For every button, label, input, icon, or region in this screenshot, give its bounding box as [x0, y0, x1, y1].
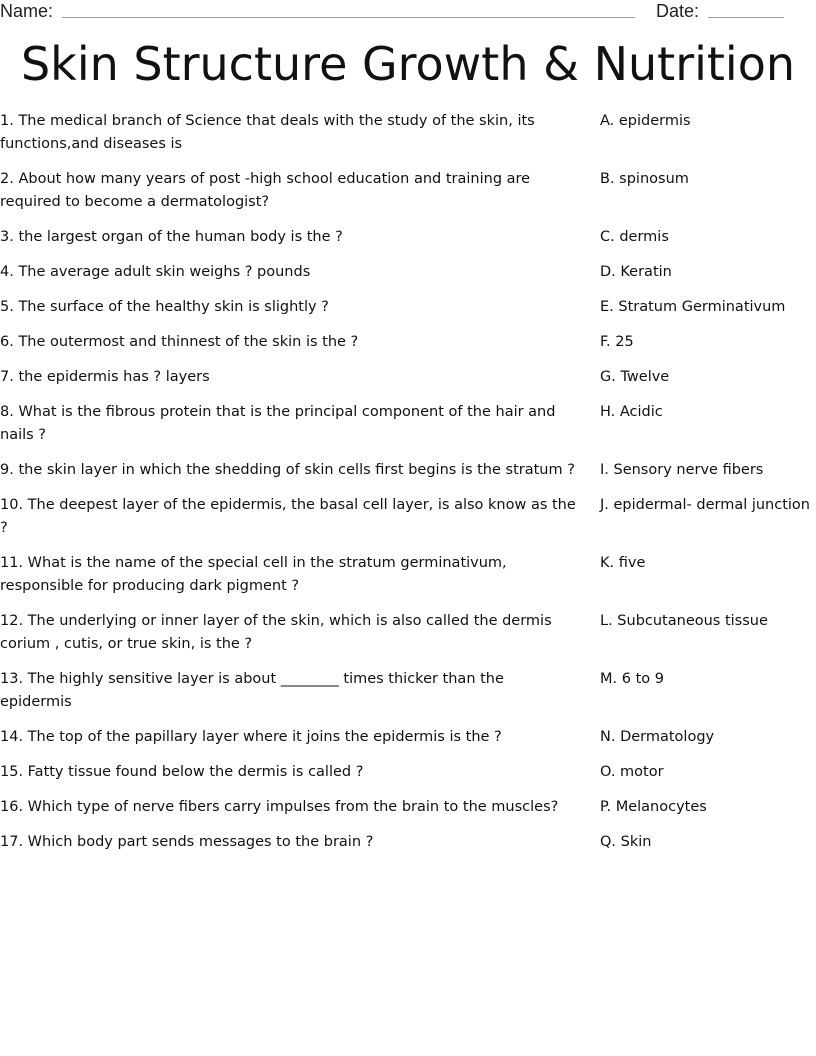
question-list [0, 110, 816, 866]
question-row [0, 726, 816, 749]
answer-option: H. Acidic [600, 404, 663, 420]
answer-option: O. motor [600, 764, 664, 780]
question-row [0, 761, 816, 784]
question-text: 16. Which type of nerve fibers carry impulses from the brain to the muscles? [0, 799, 559, 815]
question-text: 3. the largest organ of the human body is the ? [0, 229, 343, 245]
answer-option: B. spinosum [600, 171, 689, 187]
question-row [0, 552, 816, 598]
answer-option: P. Melanocytes [600, 799, 707, 815]
question-text: 5. The surface of the healthy skin is slightly ? [0, 299, 329, 315]
answer-option: F. 25 [600, 334, 634, 350]
answer-option: C. dermis [600, 229, 669, 245]
question-text: 12. The underlying or inner layer of the skin, which is also called the dermis corium , cutis, or true skin, is the ? [0, 613, 552, 652]
answer-option: D. Keratin [600, 264, 672, 280]
name-label: Name: [0, 1, 54, 21]
answer-option: E. Stratum Germinativum [600, 299, 786, 315]
question-text: 13. The highly sensitive layer is about ________ times thicker than the epidermis [0, 671, 504, 710]
answer-option: M. 6 to 9 [600, 671, 664, 687]
question-text: 9. the skin layer in which the shedding of skin cells first begins is the stratum ? [0, 462, 575, 478]
question-row [0, 226, 816, 249]
date-field[interactable] [708, 17, 784, 18]
question-row [0, 110, 816, 156]
question-row [0, 168, 816, 214]
question-text: 2. About how many years of post -high school education and training are required to become a dermatologist? [0, 171, 531, 210]
question-row [0, 261, 816, 284]
question-text: 14. The top of the papillary layer where it joins the epidermis is the ? [0, 729, 502, 745]
question-text: 15. Fatty tissue found below the dermis is called ? [0, 764, 364, 780]
question-text: 10. The deepest layer of the epidermis, the basal cell layer, is also know as the ? [0, 497, 576, 536]
date-label: Date: [656, 1, 700, 21]
answer-option: K. five [600, 555, 646, 571]
question-row [0, 401, 816, 447]
question-text: 6. The outermost and thinnest of the skin is the ? [0, 334, 359, 350]
answer-option: Q. Skin [600, 834, 652, 850]
header [0, 0, 816, 26]
question-row [0, 831, 816, 854]
question-row [0, 668, 816, 714]
answer-option: A. epidermis [600, 113, 691, 129]
answer-option: I. Sensory nerve fibers [600, 462, 764, 478]
question-text: 11. What is the name of the special cell in the stratum germinativum, responsible for producing dark pigment ? [0, 555, 507, 594]
question-row [0, 494, 816, 540]
question-row [0, 296, 816, 319]
answer-option: J. epidermal- dermal junction [600, 497, 810, 513]
question-row [0, 331, 816, 354]
question-row [0, 610, 816, 656]
question-text: 1. The medical branch of Science that deals with the study of the skin, its functions,and diseases is [0, 113, 535, 152]
answer-option: G. Twelve [600, 369, 670, 385]
name-field[interactable] [62, 17, 635, 18]
page-title: Skin Structure Growth & Nutrition [20, 37, 796, 91]
question-text: 4. The average adult skin weighs ? pounds [0, 264, 311, 280]
answer-option: N. Dermatology [600, 729, 715, 745]
question-text: 7. the epidermis has ? layers [0, 369, 210, 385]
answer-option: L. Subcutaneous tissue [600, 613, 768, 629]
question-row [0, 796, 816, 819]
question-row [0, 366, 816, 389]
question-text: 8. What is the fibrous protein that is the principal component of the hair and nails ? [0, 404, 556, 443]
question-text: 17. Which body part sends messages to the brain ? [0, 834, 374, 850]
question-row [0, 459, 816, 482]
